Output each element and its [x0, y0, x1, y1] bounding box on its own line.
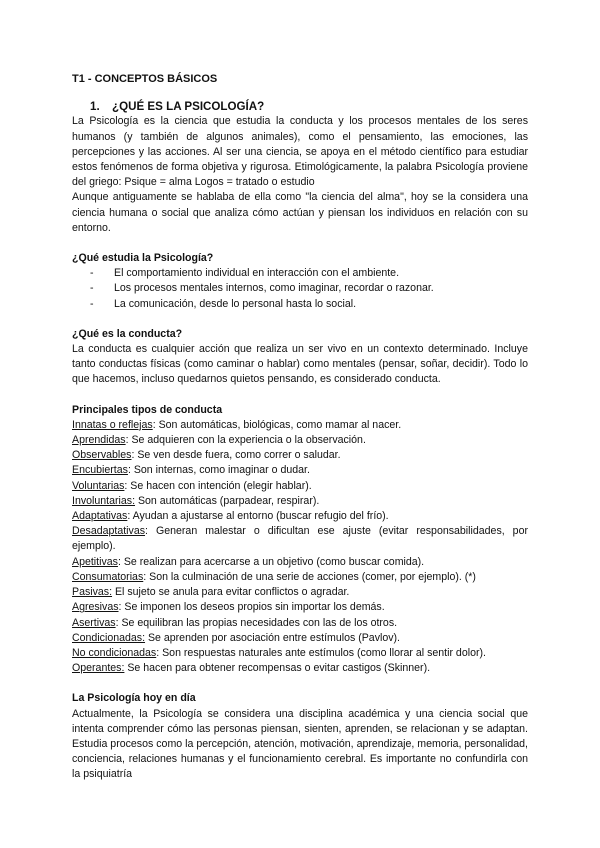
list-item: - La comunicación, desde lo personal hasta lo social.: [90, 297, 528, 312]
term: Voluntarias: [72, 479, 125, 492]
heading-tipos-conducta: Principales tipos de conducta: [72, 403, 223, 416]
term: Adaptativas: [72, 510, 128, 523]
dash-bullet: -: [90, 297, 94, 310]
list-item: Voluntarias: Se hacen con intención (elegir hablar).: [72, 479, 312, 492]
term: Pasivas:: [72, 586, 113, 599]
term: Involuntarias:: [72, 494, 136, 507]
document-page: [72, 72, 528, 783]
list-item: Pasivas: El sujeto se anula para evitar conflictos o agradar.: [72, 586, 350, 599]
paragraph-conducta: La conducta es cualquier acción que realiza un ser vivo en un contexto determinado. Incluye tanto conductas físicas (como caminar o hablar) como mentales (pensar, soñar, decidir). Todo lo que hacemos, incluso quedarnos quietos pensando, es considerado conducta.: [72, 343, 528, 386]
list-item: Asertivas: Se equilibran las propias necesidades con las de los otros.: [72, 616, 398, 629]
list-item: Condicionadas: Se aprenden por asociación entre estímulos (Pavlov).: [72, 631, 401, 644]
term: Encubiertas: [72, 464, 128, 477]
heading-que-estudia: ¿Qué estudia la Psicología?: [72, 252, 214, 265]
tipos-conducta-list: [72, 418, 528, 676]
paragraph-hoy-en-dia: Actualmente, la Psicología se considera una disciplina académica y una ciencia social que intenta comprender cómo las personas piensan, sienten, aprenden, se relacionan y se adaptan. Estudia procesos como la percepción, atención, motivación, aprendizaje, memoria, personalidad, conciencia, relaciones humanas y el funcionamiento cerebral. Es importante no confundirla con la psiquiatría: [72, 707, 528, 781]
term: Agresivas: [72, 601, 119, 614]
heading-que-es-conducta: ¿Qué es la conducta?: [72, 327, 183, 340]
list-item: Consumatorias: Son la culminación de una serie de acciones (comer, por ejemplo). (*): [72, 570, 476, 583]
term: Desadaptativas: [72, 525, 146, 538]
term: No condicionadas: [72, 646, 157, 659]
document-title: T1 - CONCEPTOS BÁSICOS: [72, 73, 218, 85]
term: Consumatorias: [72, 570, 144, 583]
term: Innatas o reflejas: [72, 418, 153, 431]
list-item: Observables: Se ven desde fuera, como correr o saludar.: [72, 449, 341, 462]
list-item: Agresivas: Se imponen los deseos propios sin importar los demás.: [72, 601, 385, 614]
term: Operantes:: [72, 662, 125, 675]
term: Condicionadas:: [72, 631, 146, 644]
term: Apetitivas: [72, 555, 118, 568]
term: Aprendidas: [72, 434, 126, 447]
dash-bullet: -: [90, 282, 94, 295]
section-number: 1.: [90, 100, 100, 114]
list-item: No condicionadas: Son respuestas naturales ante estímulos (como llorar al sentir dolor).: [72, 646, 486, 659]
list-item: Operantes: Se hacen para obtener recompensas o evitar castigos (Skinner).: [72, 662, 431, 675]
list-item: Desadaptativas: Generan malestar o dificultan ese ajuste (evitar responsabilidades, por ejemplo).: [72, 525, 528, 553]
section-heading-text: ¿QUÉ ES LA PSICOLOGÍA?: [112, 100, 265, 114]
list-item: Adaptativas: Ayudan a ajustarse al entorno (buscar refugio del frío).: [72, 510, 389, 523]
list-item: - El comportamiento individual en interacción con el ambiente.: [90, 266, 528, 281]
term: Observables: [72, 449, 132, 462]
list-item: Aprendidas: Se adquieren con la experiencia o la observación.: [72, 434, 366, 447]
list-item: Involuntarias: Son automáticas (parpadear, respirar).: [72, 494, 320, 507]
que-estudia-list: [72, 266, 528, 312]
term: Asertivas: [72, 616, 116, 629]
list-item: Encubiertas: Son internas, como imaginar o dudar.: [72, 464, 310, 477]
list-item: Innatas o reflejas: Son automáticas, biológicas, como mamar al nacer.: [72, 418, 402, 431]
paragraph-alma: Aunque antiguamente se hablaba de ella como "la ciencia del alma", hoy se la considera una ciencia humana o social que analiza cómo actúan y piensan los individuos en relación con su entorno.: [72, 191, 528, 234]
section-heading-que-es-psicologia: [72, 99, 528, 114]
dash-bullet: -: [90, 267, 94, 280]
list-item: Apetitivas: Se realizan para acercarse a un objetivo (como buscar comida).: [72, 555, 425, 568]
paragraph-definition: La Psicología es la ciencia que estudia la conducta y los procesos mentales de los seres humanos (y también de algunos animales), como el pensamiento, las emociones, las percepciones y las acciones. Al ser una ciencia, se apoya en el método científico para estudiar estos fenómenos de forma objetiva y rigurosa. Etimológicamente, la palabra Psicología proviene del griego: Psique = alma Logos = tratado o estudio: [72, 115, 528, 189]
heading-hoy-en-dia: La Psicología hoy en día: [72, 692, 196, 705]
list-item: - Los procesos mentales internos, como imaginar, recordar o razonar.: [90, 281, 528, 296]
